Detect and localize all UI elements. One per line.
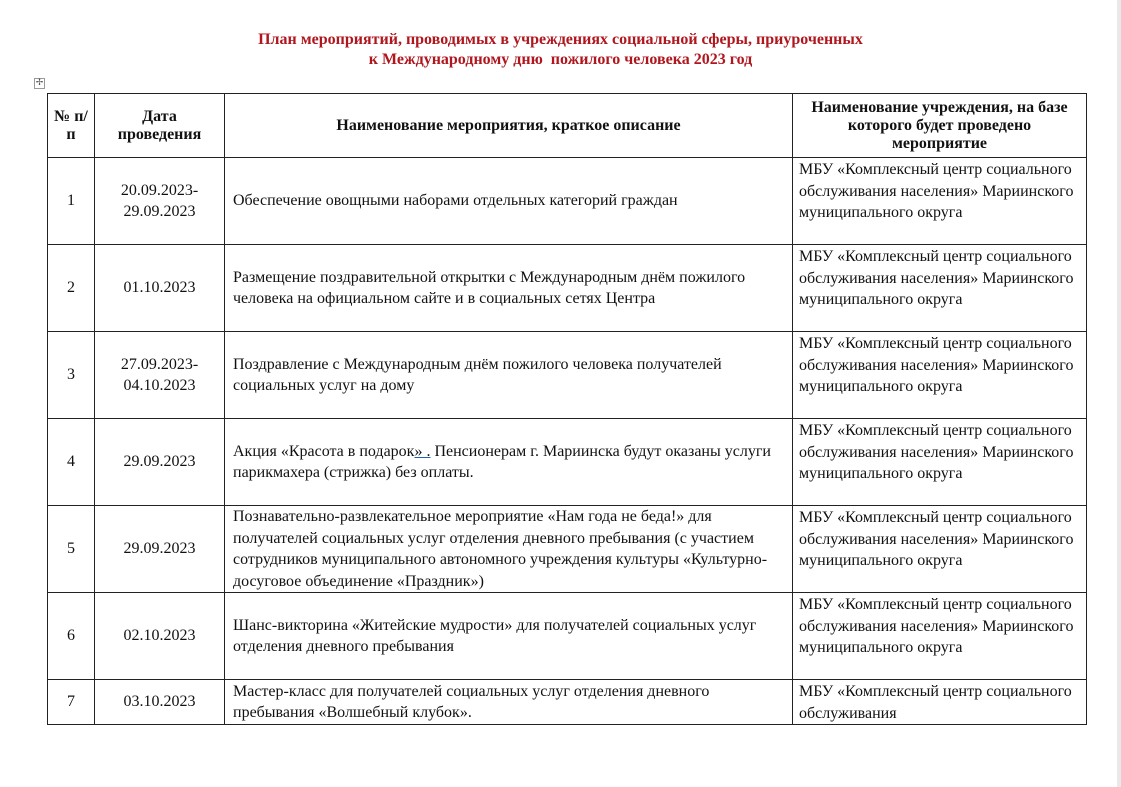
row-event: Поздравление с Международным днём пожилого человека получателей социальных услуг на дому [225,332,793,419]
events-table [47,93,1087,725]
row-num: 4 [48,419,95,506]
row-org-text: МБУ «Комплексный центр социального обслуживания [799,683,1072,722]
row-org [793,332,1087,419]
row-event-part-b: » . [414,442,431,460]
table-row [48,419,1087,506]
row-org-text: МБУ «Комплексный центр социального обслуживания населения» Мариинского муниципального округа [799,335,1074,395]
header-event: Наименование мероприятия, краткое описание [225,94,793,158]
document-title [0,30,1121,70]
header-date: Дата проведения [95,94,225,158]
row-event-part-c: Пенсионерам г. Мариинска будут оказаны услуги парикмахера (стрижка) без оплаты. [233,442,771,481]
row-org-text: МБУ «Комплексный центр социального обслуживания населения» Мариинского муниципального округа [799,596,1074,656]
row-num: 7 [48,680,95,725]
row-org [793,158,1087,245]
table-header-row [48,94,1087,158]
table-row [48,506,1087,593]
row-date: 01.10.2023 [95,245,225,332]
header-org: Наименование учреждения, на базе которого будет проведено мероприятие [793,94,1087,158]
table-row [48,158,1087,245]
row-event [225,419,793,506]
row-org [793,419,1087,506]
row-org-text: МБУ «Комплексный центр социального обслуживания населения» Мариинского муниципального округа [799,248,1074,308]
row-num: 6 [48,593,95,680]
page-edge [1117,0,1121,787]
row-num: 3 [48,332,95,419]
row-org [793,245,1087,332]
table-row [48,245,1087,332]
table-move-handle-icon[interactable]: ✢ [35,78,44,88]
row-org [793,593,1087,680]
row-num: 2 [48,245,95,332]
row-num: 1 [48,158,95,245]
row-org-text: МБУ «Комплексный центр социального обслуживания населения» Мариинского муниципального округа [799,422,1074,482]
row-num: 5 [48,506,95,593]
table-row [48,593,1087,680]
header-num: № п/п [48,94,95,158]
row-date: 29.09.2023 [95,506,225,593]
row-event: Шанс-викторина «Житейские мудрости» для получателей социальных услуг отделения дневного пребывания [225,593,793,680]
row-org [793,506,1087,593]
title-line-2: к Международному дню пожилого человека 2023 год [368,51,753,68]
title-line-1: План мероприятий, проводимых в учреждениях социальной сферы, приуроченных [258,31,863,48]
row-org [793,680,1087,725]
row-event: Обеспечение овощными наборами отдельных категорий граждан [225,158,793,245]
row-date: 29.09.2023 [95,419,225,506]
row-event-part-a: Акция «Красота в подарок [233,442,415,460]
row-date: 27.09.2023-04.10.2023 [95,332,225,419]
row-event: Познавательно-развлекательное мероприятие «Нам года не беда!» для получателей социальных услуг отделения дневного пребывания (с участием сотрудников муниципального автономного учреждения культуры «Культурно-досуговое объединение «Праздник») [225,506,793,593]
row-org-text: МБУ «Комплексный центр социального обслуживания населения» Мариинского муниципального округа [799,509,1074,569]
row-date: 03.10.2023 [95,680,225,725]
row-event: Мастер-класс для получателей социальных услуг отделения дневного пребывания «Волшебный клубок». [225,680,793,725]
row-event: Размещение поздравительной открытки с Международным днём пожилого человека на официальном сайте и в социальных сетях Центра [225,245,793,332]
row-date: 02.10.2023 [95,593,225,680]
table-row [48,332,1087,419]
row-org-text: МБУ «Комплексный центр социального обслуживания населения» Мариинского муниципального округа [799,161,1074,221]
table-row [48,680,1087,725]
row-date: 20.09.2023-29.09.2023 [95,158,225,245]
